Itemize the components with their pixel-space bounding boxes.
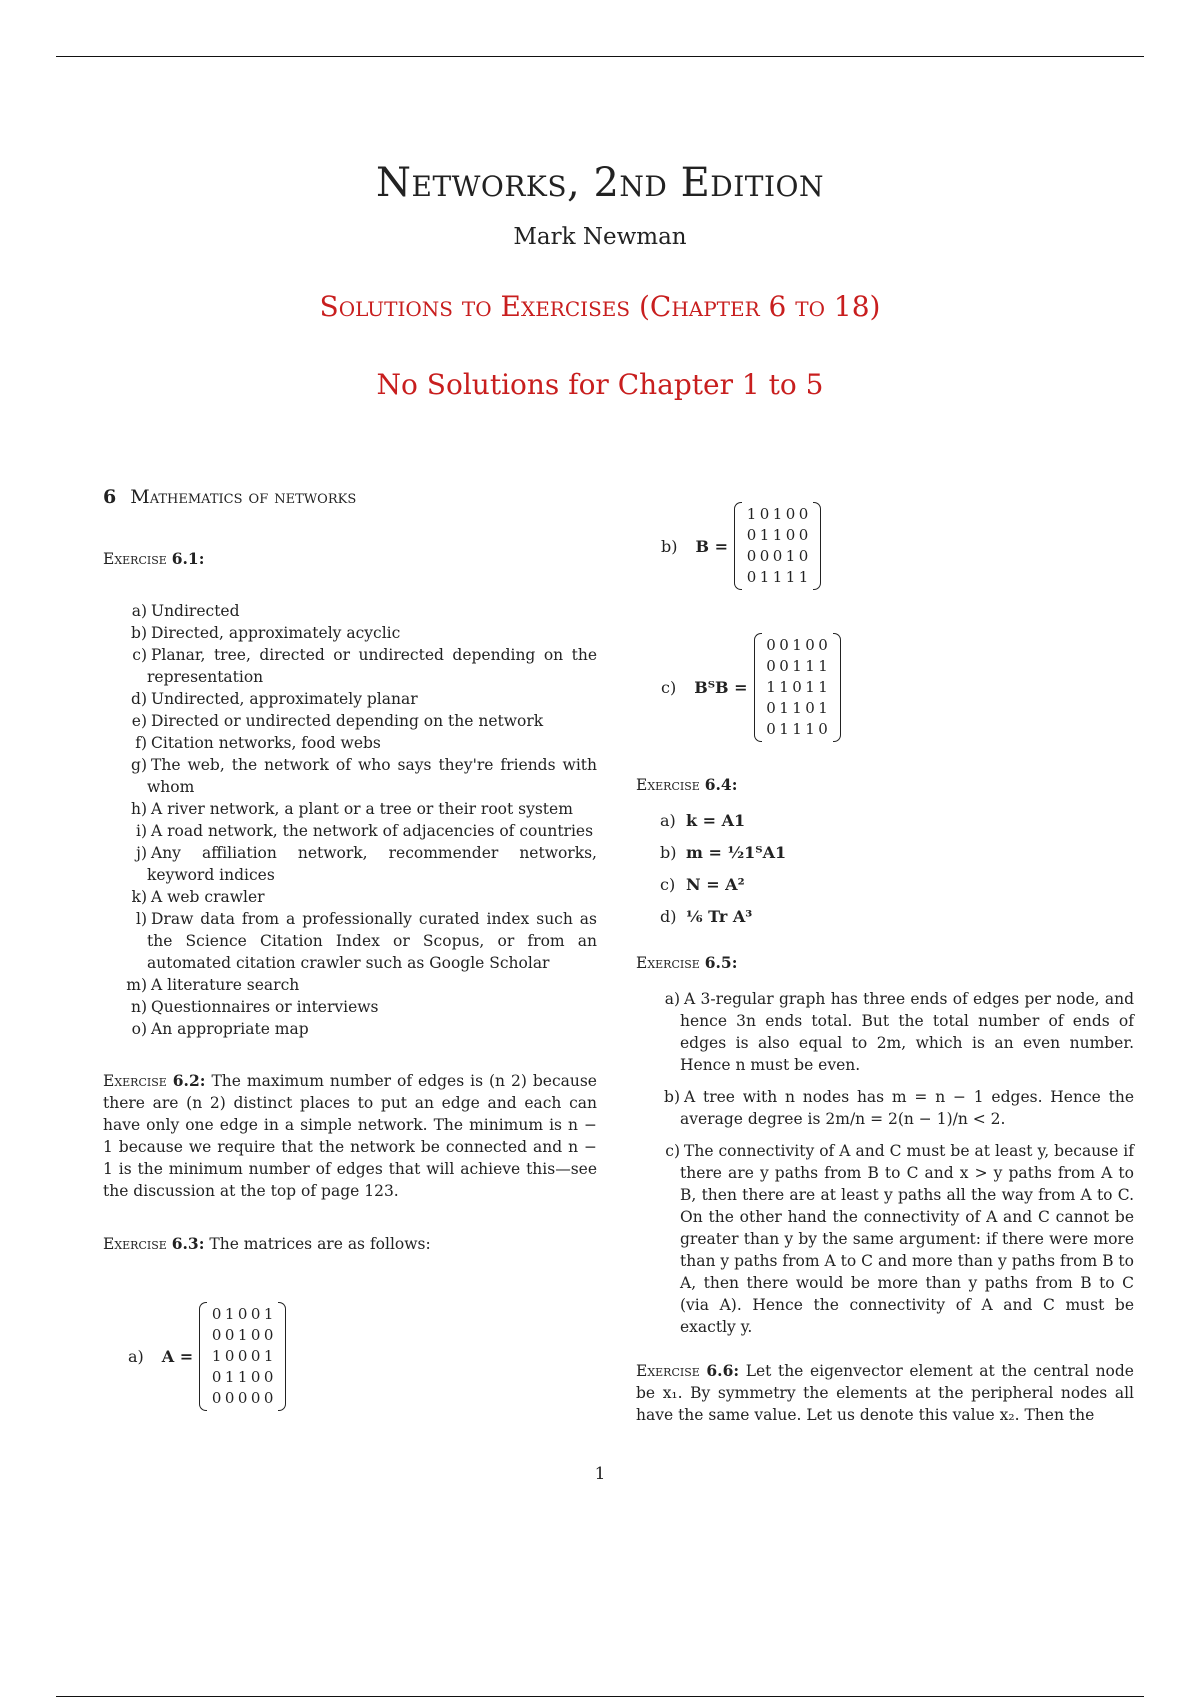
list-item: k) A web crawler [131, 888, 265, 906]
matrix-cell: 1 [818, 699, 828, 717]
exercise-6-6: Exercise 6.6: Let the eigenvector element at the central node be x₁. By symmetry the elements at the peripheral nodes all have the same value. Let us denote this value x₂. Then the [636, 1361, 1134, 1424]
matrix-cell: 1 [772, 505, 783, 523]
list-item: b) A tree with n nodes has m = n − 1 edges. Hence the average degree is 2m/n = 2(n − 1)/n < 2. [664, 1088, 1134, 1128]
list-item: n) Questionnaires or interviews [130, 998, 379, 1016]
matrix-cell: 0 [250, 1368, 261, 1386]
matrix-cell: 0 [237, 1389, 248, 1407]
matrix-cell: 0 [785, 526, 796, 544]
matrix-cell: 1 [263, 1305, 274, 1323]
exercise-6-5: Exercise 6.5: a) A 3-regular graph has three ends of edges per node, and hence 3n ends total. But the total number of ends of edges is also equal to 2m, which is an even number. Hence n must be even. b) A tree with n nodes has m = n − 1 edges. Hence the average degree is 2m/n = 2(n − 1)/n < 2. c) The connectivity of A and C must be at least y, because if there are y paths from B to C and x > y paths from A to B, then there are at least y paths all the way from A to C. On the other hand the connectivity of A and C cannot be greater than y by the same argument: if there were more than y paths from A to C and more than y paths from B to A, then there would be more than y paths from B to C (via A). Hence the connectivity of A and C must be exactly y. [636, 953, 1134, 1336]
matrix-cell: 1 [211, 1347, 222, 1365]
matrix-cell: 1 [805, 678, 815, 696]
matrix-cell: 1 [792, 720, 802, 738]
list-item: f) Citation networks, food webs [135, 734, 381, 752]
matrix-cell: 0 [224, 1389, 235, 1407]
matrix-cell: 1 [746, 505, 757, 523]
author: Mark Newman [513, 224, 687, 250]
matrix-cell: 1 [792, 699, 802, 717]
matrix-cell: 0 [766, 720, 776, 738]
list-item: i) A road network, the network of adjacencies of countries [135, 822, 594, 840]
matrix-cell: 1 [792, 657, 802, 675]
exercise-6-3-text: The matrices are as follows: [209, 1235, 431, 1253]
matrix-cell: 0 [766, 657, 776, 675]
matrix-cell: 0 [263, 1368, 274, 1386]
list-item: m) A literature search [126, 976, 300, 994]
list-item: g) The web, the network of who says they're friends with whom [131, 756, 597, 796]
matrix-cell: 1 [263, 1347, 274, 1365]
matrix-cell: 0 [818, 720, 828, 738]
list-item: d) ⅙ Tr A³ [660, 907, 753, 926]
exercise-6-1-list [103, 600, 597, 1040]
section-title: Mathematics of networks [130, 486, 357, 508]
list-item: c) The connectivity of A and C must be at least y, because if there are y paths from B to C and x > y paths from A to B, then there are at least y paths all the way from A to C. On the other hand the connectivity of A and C cannot be greater than y by the same argument: if there were more than y paths from A to C and more than y paths from B to A, then there would be more than y paths from B to C (via A). Hence the connectivity of A and C must be exactly y. [665, 1142, 1134, 1336]
matrix-cell: 1 [224, 1305, 235, 1323]
matrix-cell: 0 [792, 678, 802, 696]
matrix-cell: 0 [798, 505, 809, 523]
matrix-cell: 0 [211, 1368, 222, 1386]
document-title: Networks, 2nd Edition [376, 160, 824, 206]
list-item: h) A river network, a plant or a tree or their root system [130, 800, 573, 818]
matrix-cell: 0 [211, 1326, 222, 1344]
matrix-cell: 1 [772, 568, 783, 586]
matrix-cell: 0 [785, 505, 796, 523]
matrix-cell: 0 [250, 1305, 261, 1323]
list-item: b) Directed, approximately acyclic [131, 624, 401, 642]
list-item: o) An appropriate map [131, 1020, 309, 1038]
matrix-cell: 0 [805, 636, 815, 654]
matrix-cell: 0 [237, 1305, 248, 1323]
no-solutions-note: No Solutions for Chapter 1 to 5 [376, 368, 824, 401]
matrix-cell: 0 [237, 1347, 248, 1365]
section-heading [103, 486, 356, 508]
matrix-btb: c) BᵀB = 0 0 1 0 0 0 0 1 1 1 1 1 0 1 1 0 1 1 0 1 0 1 1 1 0 [661, 633, 841, 742]
matrix-cell: 0 [805, 699, 815, 717]
list-item: l) Draw data from a professionally curated index such as the Science Citation Index or Scopus, or from an automated citation crawler such as Google Scholar [135, 910, 597, 972]
matrix-cell: 0 [798, 526, 809, 544]
matrix-cell: 1 [792, 636, 802, 654]
exercise-6-2: Exercise 6.2: The maximum number of edges is (n 2) because there are (n 2) distinct places to put an edge and each can have only one edge in a simple network. The minimum is n − 1 because we require that the network be connected and n − 1 is the minimum number of edges that will achieve this—see the discussion at the top of page 123. [103, 1071, 597, 1200]
list-item: e) Directed or undirected depending on the network [131, 712, 544, 730]
matrix-cell: 0 [211, 1389, 222, 1407]
list-item: a) k = A1 [660, 811, 746, 830]
matrix-cell: 0 [759, 547, 770, 565]
matrix-cell: 0 [746, 568, 757, 586]
list-item: c) Planar, tree, directed or undirected depending on the representation [132, 646, 597, 686]
matrix-cell: 0 [779, 636, 789, 654]
matrix-cell: 1 [805, 657, 815, 675]
matrix-cell: 1 [772, 526, 783, 544]
matrix-cell: 1 [785, 547, 796, 565]
matrix-cell: 0 [779, 657, 789, 675]
matrix-cell: 0 [766, 636, 776, 654]
section-number: 6 [103, 486, 117, 508]
matrix-cell: 1 [237, 1326, 248, 1344]
exercise-6-4: Exercise 6.4: a) k = A1 b) m = ½1ᵀA1 c) N = A² d) ⅙ Tr A³ [636, 774, 1134, 938]
matrix-cell: 0 [818, 636, 828, 654]
exercise-heading: Exercise 6.1: [103, 549, 205, 568]
matrix-cell: 0 [746, 526, 757, 544]
matrix-cell: 1 [785, 568, 796, 586]
subtitle: Solutions to Exercises (Chapter 6 to 18) [319, 290, 881, 323]
matrix-cell: 0 [224, 1347, 235, 1365]
matrix-cell: 1 [818, 657, 828, 675]
exercise-6-1 [103, 548, 597, 570]
exercise-6-3: Exercise 6.3: The matrices are as follows: [103, 1234, 431, 1253]
matrix-cell: 0 [263, 1389, 274, 1407]
matrix-cell: 0 [250, 1326, 261, 1344]
matrix-cell: 0 [250, 1347, 261, 1365]
matrix-cell: 0 [766, 699, 776, 717]
matrix-cell: 0 [759, 505, 770, 523]
page-number: 1 [594, 1464, 606, 1484]
matrix-cell: 0 [798, 547, 809, 565]
matrix-cell: 1 [779, 720, 789, 738]
exercise-6-6-text: Let the eigenvector element at the central node be x₁. By symmetry the elements at the peripheral nodes all have the same value. Let us denote this value x₂. Then the [636, 1362, 1134, 1424]
matrix-cell: 0 [211, 1305, 222, 1323]
matrix-cell: 0 [263, 1326, 274, 1344]
matrix-cell: 0 [746, 547, 757, 565]
matrix-cell: 1 [805, 720, 815, 738]
matrix-cell: 0 [772, 547, 783, 565]
matrix-cell: 0 [224, 1326, 235, 1344]
list-item: a) Undirected [131, 602, 240, 620]
top-rule [56, 56, 1144, 57]
matrix-a: a) A = 0 1 0 0 1 0 0 1 0 0 1 0 0 0 1 0 1 1 0 0 0 0 0 0 0 [128, 1302, 286, 1411]
matrix-cell: 1 [759, 526, 770, 544]
list-item: b) m = ½1ᵀA1 [660, 843, 787, 862]
matrix-cell: 1 [818, 678, 828, 696]
matrix-cell: 1 [237, 1368, 248, 1386]
matrix-cell: 1 [779, 699, 789, 717]
matrix-cell: 1 [766, 678, 776, 696]
exercise-6-2-text: The maximum number of edges is (n 2) because there are (n 2) distinct places to put an edge and each can have only one edge in a simple network. The minimum is n − 1 because we require that the network be connected and n − 1 is the minimum number of edges that will achieve this—see the discussion at the top of page 123. [103, 1072, 597, 1200]
matrix-cell: 1 [798, 568, 809, 586]
matrix-cell: 1 [224, 1368, 235, 1386]
list-item: c) N = A² [660, 875, 745, 894]
matrix-cell: 1 [779, 678, 789, 696]
list-item: d) Undirected, approximately planar [131, 690, 418, 708]
list-item: a) A 3-regular graph has three ends of edges per node, and hence 3n ends total. But the total number of ends of edges is also equal to 2m, which is an even number. Hence n must be even. [664, 990, 1134, 1074]
bottom-rule [56, 1696, 1144, 1697]
matrix-cell: 1 [759, 568, 770, 586]
matrix-b: b) B = 1 0 1 0 0 0 1 1 0 0 0 0 0 1 0 0 1 1 1 1 [661, 502, 821, 590]
matrix-cell: 0 [250, 1389, 261, 1407]
list-item: j) Any affiliation network, recommender networks, keyword indices [136, 844, 597, 884]
